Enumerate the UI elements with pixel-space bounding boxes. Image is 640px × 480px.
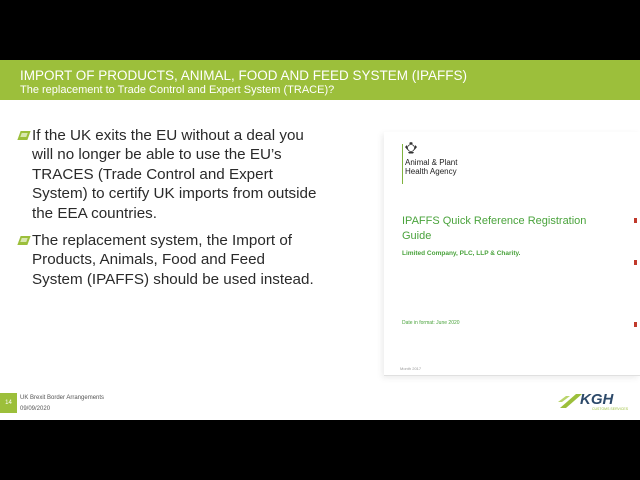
presentation-slide (0, 60, 640, 420)
document-title: IPAFFS Quick Reference Registration Guide (402, 215, 587, 242)
footer-presentation-title: UK Brexit Border Arrangements (20, 395, 105, 401)
document-subtitle: Limited Company, PLC, LLP & Charity. (402, 250, 521, 257)
document-footer: Month 2017 (400, 366, 422, 371)
bullet-item (18, 126, 318, 223)
royal-crest-icon (404, 142, 418, 154)
footer-info (20, 393, 104, 415)
bullet-list (18, 126, 318, 297)
footer-date: 09/09/2020 (20, 406, 51, 412)
bullet-icon (18, 236, 30, 245)
bullet-item (18, 231, 318, 289)
slide-subtitle: The replacement to Trade Control and Expert System (TRACE)? (20, 84, 335, 96)
bullet-text: The replacement system, the Import of Products, Animals, Food and Feed System (IPAFFS) should be used instead. (32, 232, 314, 288)
kgh-logo (558, 390, 629, 412)
bullet-icon (18, 131, 30, 140)
bullet-text: If the UK exits the EU without a deal you will no longer be able to use the EU’s TRACES (Trade Control and Expert System) to certify UK imports from outside the EEA countries. (32, 127, 317, 222)
document-preview (384, 132, 640, 376)
slide-header (0, 60, 640, 100)
agency-name: Animal & Plant Health Agency (405, 158, 458, 176)
edge-marker (634, 218, 637, 223)
logo-tagline: CUSTOMS SERVICES (592, 407, 629, 411)
document-date: Date in format: June 2020 (402, 320, 460, 326)
logo-text: KGH (580, 391, 614, 408)
agency-divider (402, 144, 403, 184)
edge-marker (634, 322, 637, 327)
page-number: 14 (0, 393, 17, 413)
edge-marker (634, 260, 637, 265)
slide-title: IMPORT OF PRODUCTS, ANIMAL, FOOD AND FEED SYSTEM (IPAFFS) (20, 68, 468, 83)
